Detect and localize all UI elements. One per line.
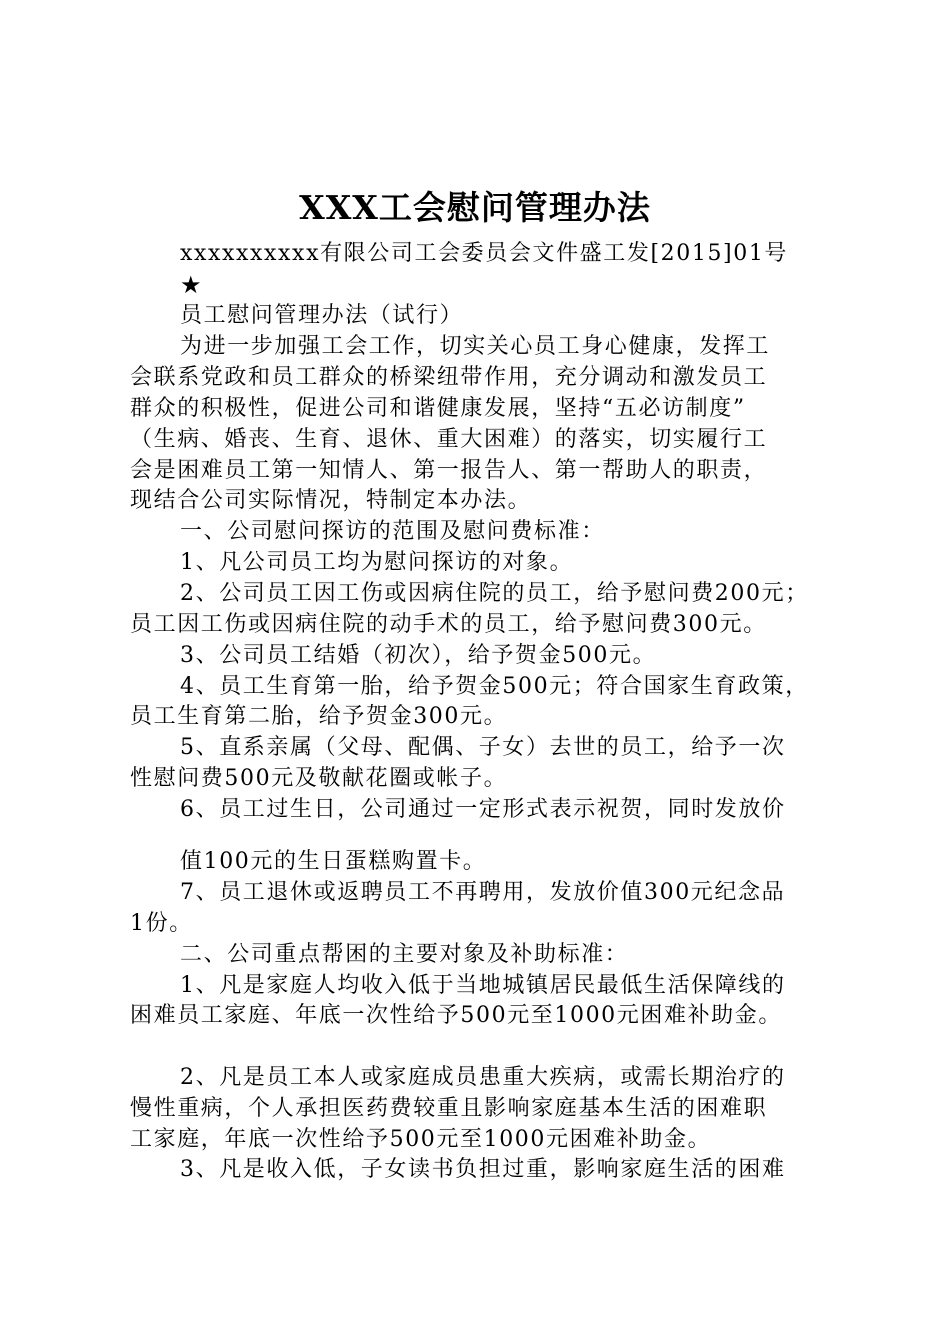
body-line: 2、公司员工因工伤或因病住院的员工，给予慰问费200元；	[180, 581, 809, 606]
body-line: 1、凡是家庭人均收入低于当地城镇居民最低生活保障线的	[180, 973, 786, 998]
body-line: 会联系党政和员工群众的桥梁纽带作用，充分调动和激发员工	[130, 365, 768, 390]
body-line: 会是困难员工第一知情人、第一报告人、第一帮助人的职责，	[130, 458, 768, 483]
star-icon: ★	[180, 271, 202, 299]
body-line: 为进一步加强工会工作，切实关心员工身心健康，发挥工	[180, 334, 771, 359]
body-line: 3、公司员工结婚（初次），给予贺金500元。	[180, 643, 657, 668]
document-header-line: xxxxxxxxxx有限公司工会委员会文件盛工发[2015]01号	[180, 241, 789, 266]
section-heading: 一、公司慰问探访的范围及慰问费标准：	[180, 519, 605, 544]
section-heading: 二、公司重点帮困的主要对象及补助标准：	[180, 942, 629, 967]
body-line: 5、直系亲属（父母、配偶、子女）去世的员工，给予一次	[180, 735, 786, 760]
body-line: 1份。	[130, 911, 193, 936]
body-line: 员工因工伤或因病住院的动手术的员工，给予慰问费300元。	[130, 612, 767, 637]
body-line: 慢性重病，个人承担医药费较重且影响家庭基本生活的困难职	[130, 1096, 768, 1121]
body-line: （生病、婚丧、生育、退休、重大困难）的落实，切实履行工	[130, 427, 768, 452]
body-line: 4、员工生育第一胎，给予贺金500元；符合国家生育政策，	[180, 674, 809, 699]
body-line: 6、员工过生日，公司通过一定形式表示祝贺，同时发放价	[180, 797, 786, 822]
body-line: 7、员工退休或返聘员工不再聘用，发放价值300元纪念品	[180, 880, 786, 905]
body-line: 值100元的生日蛋糕购置卡。	[180, 849, 487, 874]
document-title: XXX工会慰问管理办法	[299, 188, 651, 227]
body-line: 员工生育第二胎，给予贺金300元。	[130, 704, 508, 729]
body-line: 困难员工家庭、年底一次性给予500元至1000元困难补助金。	[130, 1003, 782, 1028]
document-subtitle: 员工慰问管理办法（试行）	[180, 303, 464, 328]
body-line: 1、凡公司员工均为慰问探访的对象。	[180, 550, 574, 575]
body-line: 3、凡是收入低，子女读书负担过重，影响家庭生活的困难	[180, 1157, 786, 1182]
body-line: 现结合公司实际情况，特制定本办法。	[130, 488, 532, 513]
body-line: 性慰问费500元及敬献花圈或帐子。	[130, 766, 508, 791]
body-line: 工家庭，年底一次性给予500元至1000元困难补助金。	[130, 1127, 712, 1152]
body-line: 2、凡是员工本人或家庭成员患重大疾病，或需长期治疗的	[180, 1065, 786, 1090]
body-line: 群众的积极性，促进公司和谐健康发展，坚持“五必访制度”	[130, 396, 746, 421]
